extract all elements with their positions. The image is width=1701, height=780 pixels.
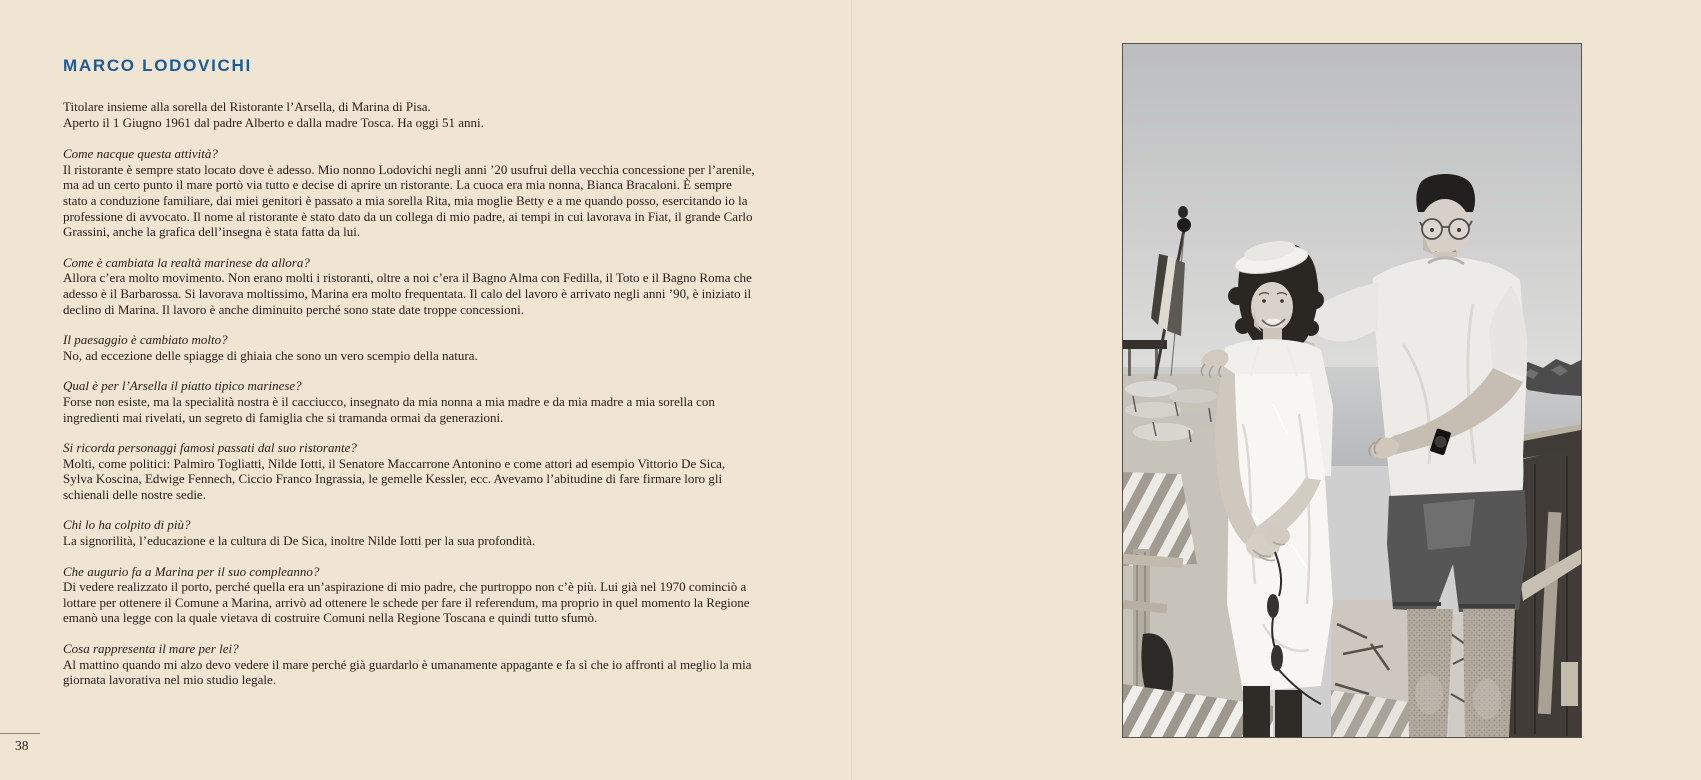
interview-section: [63, 440, 755, 502]
interview-question: Cosa rappresenta il mare per lei?: [63, 641, 239, 657]
interview-question: Come nacque questa attività?: [63, 146, 218, 162]
interview-question: Si ricorda personaggi famosi passati dal suo ristorante?: [63, 440, 357, 456]
portrait-photo: [1122, 43, 1582, 738]
interview-section: [63, 564, 755, 626]
interview-question: Qual è per l’Arsella il piatto tipico marinese?: [63, 378, 302, 394]
interview-question: Il paesaggio è cambiato molto?: [63, 332, 228, 348]
interview-answer: Di vedere realizzato il porto, perché quella era un’aspirazione di mio padre, che purtroppo non c’è più. Lui già nel 1970 cominciò a lottare per ottenere il Comune a Marina, arrivò ad ottenere le schede per fare il referendum, ma proprio in quel momento la Regione emanò una legge con la quale vietava di costruire Comuni nella Regione Toscana e quindi tutto sfumò.: [63, 579, 750, 626]
interview-answer: La signorilità, l’educazione e la cultura di De Sica, inoltre Nilde Iotti per la sua profondità.: [63, 533, 536, 549]
interview-section: [63, 332, 755, 363]
interview-answer: No, ad eccezione delle spiagge di ghiaia che sono un vero scempio della natura.: [63, 347, 478, 363]
portrait-photo-art: [1123, 44, 1581, 737]
interview-question: Come è cambiata la realtà marinese da allora?: [63, 254, 310, 270]
interview-section: [63, 255, 755, 317]
folio-rule: [0, 733, 40, 734]
interview-answer: Forse non esiste, ma la specialità nostra è il cacciucco, insegnato da mia nonna a mia madre e da mia madre a mia sorella con ingredienti mai rivelati, un segreto di famiglia che si tramanda ormai da generazioni.: [63, 393, 715, 425]
page-number: 38: [15, 738, 29, 753]
intro-line-2: Aperto il 1 Giugno 1961 dal padre Alberto e dalla madre Tosca. Ha oggi 51 anni.: [63, 114, 484, 130]
left-page: [63, 56, 755, 703]
page-gutter: [849, 0, 852, 780]
intro-paragraph: [63, 99, 755, 130]
interview-answer: Al mattino quando mi alzo devo vedere il mare perché già guardarlo è umanamente appagante e fa sì che io affronti al meglio la mia giornata lavorativa nel mio studio legale.: [63, 656, 752, 688]
interview-answer: Allora c’era molto movimento. Non erano molti i ristoranti, oltre a noi c’era il Bagno Alma con Fedilla, il Toto e il Bagno Roma che adesso è il Barbarossa. Si lavorava moltissimo, Marina era molto frequentata. Il calo del lavoro è arrivato negli anni ’90, è iniziato il declino di Marina. Il lavoro è anche diminuito perché sono state date troppe concessioni.: [63, 270, 752, 317]
interview-question: Chi lo ha colpito di più?: [63, 517, 191, 533]
interview-section: [63, 378, 755, 425]
intro-line-1: Titolare insieme alla sorella del Ristorante l’Arsella, di Marina di Pisa.: [63, 99, 431, 114]
interview-answer: Molti, come politici: Palmiro Togliatti, Nilde Iotti, il Senatore Maccarrone Antonino e come attori ad esempio Vittorio De Sica, Sylva Koscina, Edwige Fennech, Ciccio Franco Ingrassia, le gemelle Kessler, ecc. Avevamo l’abitudine di fare firmare loro gli schienali delle nostre sedie.: [63, 455, 726, 502]
interview-question: Che augurio fa a Marina per il suo compleanno?: [63, 563, 320, 579]
interview-section: [63, 517, 755, 548]
page-title: MARCO LODOVICHI: [63, 56, 252, 75]
interview-section: [63, 146, 755, 240]
interview-answer: Il ristorante è sempre stato locato dove è adesso. Mio nonno Lodovichi negli anni ’20 usufruì della vecchia concessione per l’arenile, ma ad un certo punto il mare portò via tutto e decise di aprire un ristorante. La cuoca era mia nonna, Bianca Bracaloni. È sempre stato a conduzione familiare, dai miei genitori è passato a mia sorella Rita, mia moglie Betty e a me quando posso, esercitando io la professione di avvocato. Il nome al ristorante è stato dato da un collega di mio padre, ai tempi in cui lavorava in Fiat, il grande Carlo Grassini, anche la grafica dell’insegna è stata fatta da lui.: [63, 161, 755, 240]
interview-section: [63, 641, 755, 688]
